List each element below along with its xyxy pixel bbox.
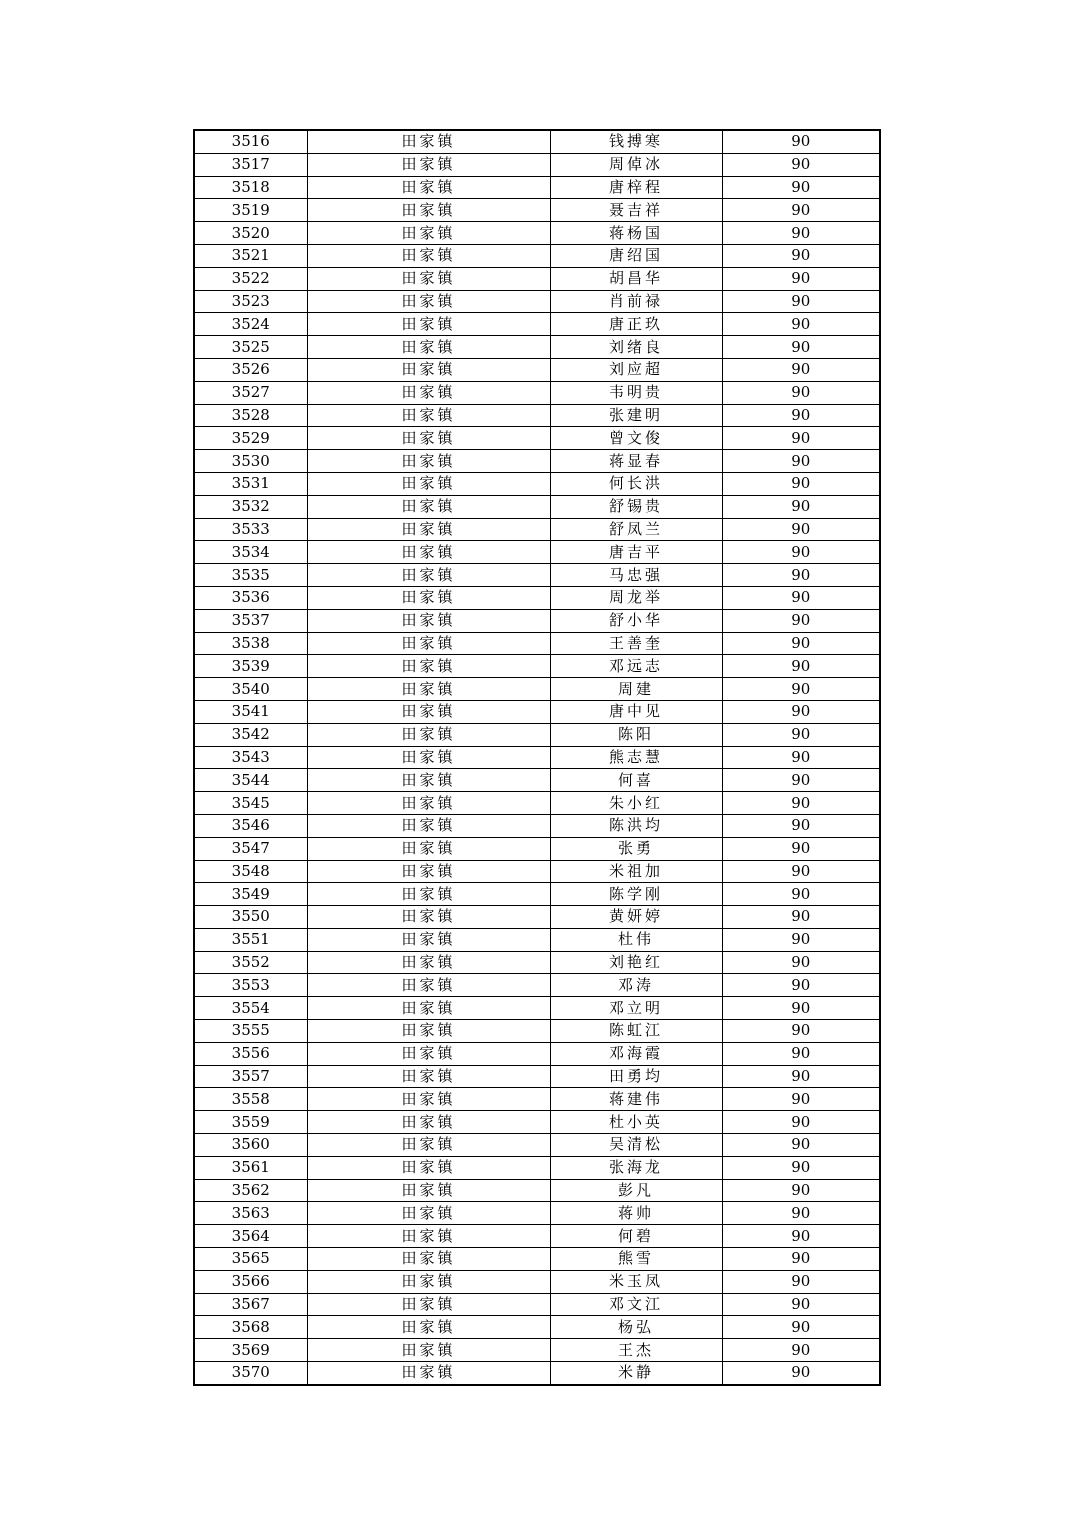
- table-row: [194, 244, 880, 267]
- town-cell: 田家镇: [307, 1134, 550, 1157]
- amount-cell: 90: [722, 199, 880, 222]
- town-cell: 田家镇: [307, 609, 550, 632]
- name-cell: 黄妍婷: [550, 906, 722, 929]
- serial-number-cell: 3525: [194, 336, 307, 359]
- table-row: [194, 450, 880, 473]
- serial-number-cell: 3547: [194, 837, 307, 860]
- town-cell: 田家镇: [307, 792, 550, 815]
- town-cell: 田家镇: [307, 176, 550, 199]
- table-row: [194, 541, 880, 564]
- amount-cell: 90: [722, 655, 880, 678]
- amount-cell: 90: [722, 1248, 880, 1271]
- serial-number-cell: 3539: [194, 655, 307, 678]
- amount-cell: 90: [722, 1316, 880, 1339]
- serial-number-cell: 3567: [194, 1293, 307, 1316]
- table-row: [194, 153, 880, 176]
- name-cell: 吴清松: [550, 1134, 722, 1157]
- town-cell: 田家镇: [307, 199, 550, 222]
- name-cell: 邓涛: [550, 974, 722, 997]
- amount-cell: 90: [722, 153, 880, 176]
- serial-number-cell: 3530: [194, 450, 307, 473]
- serial-number-cell: 3555: [194, 1020, 307, 1043]
- name-cell: 张勇: [550, 837, 722, 860]
- name-cell: 杜伟: [550, 928, 722, 951]
- serial-number-cell: 3545: [194, 792, 307, 815]
- name-cell: 熊志慧: [550, 746, 722, 769]
- town-cell: 田家镇: [307, 586, 550, 609]
- name-cell: 刘应超: [550, 358, 722, 381]
- name-cell: 周建: [550, 678, 722, 701]
- serial-number-cell: 3551: [194, 928, 307, 951]
- town-cell: 田家镇: [307, 1270, 550, 1293]
- town-cell: 田家镇: [307, 974, 550, 997]
- amount-cell: 90: [722, 1293, 880, 1316]
- table-row: [194, 792, 880, 815]
- name-cell: 钱搏寒: [550, 130, 722, 153]
- amount-cell: 90: [722, 1065, 880, 1088]
- table-row: [194, 655, 880, 678]
- serial-number-cell: 3553: [194, 974, 307, 997]
- town-cell: 田家镇: [307, 1156, 550, 1179]
- amount-cell: 90: [722, 176, 880, 199]
- amount-cell: 90: [722, 427, 880, 450]
- serial-number-cell: 3569: [194, 1339, 307, 1362]
- table-row: [194, 1316, 880, 1339]
- name-cell: 陈学刚: [550, 883, 722, 906]
- table-row: [194, 1179, 880, 1202]
- name-cell: 邓文江: [550, 1293, 722, 1316]
- name-cell: 米玉凤: [550, 1270, 722, 1293]
- name-cell: 唐梓程: [550, 176, 722, 199]
- table-row: [194, 267, 880, 290]
- amount-cell: 90: [722, 883, 880, 906]
- town-cell: 田家镇: [307, 336, 550, 359]
- name-cell: 曾文俊: [550, 427, 722, 450]
- amount-cell: 90: [722, 222, 880, 245]
- town-cell: 田家镇: [307, 153, 550, 176]
- town-cell: 田家镇: [307, 541, 550, 564]
- name-cell: 邓海霞: [550, 1042, 722, 1065]
- table-row: [194, 678, 880, 701]
- town-cell: 田家镇: [307, 244, 550, 267]
- serial-number-cell: 3570: [194, 1362, 307, 1385]
- town-cell: 田家镇: [307, 678, 550, 701]
- serial-number-cell: 3540: [194, 678, 307, 701]
- amount-cell: 90: [722, 1270, 880, 1293]
- serial-number-cell: 3543: [194, 746, 307, 769]
- serial-number-cell: 3521: [194, 244, 307, 267]
- town-cell: 田家镇: [307, 564, 550, 587]
- amount-cell: 90: [722, 450, 880, 473]
- name-cell: 刘艳红: [550, 951, 722, 974]
- amount-cell: 90: [722, 678, 880, 701]
- amount-cell: 90: [722, 746, 880, 769]
- town-cell: 田家镇: [307, 1339, 550, 1362]
- town-cell: 田家镇: [307, 404, 550, 427]
- name-cell: 舒小华: [550, 609, 722, 632]
- serial-number-cell: 3562: [194, 1179, 307, 1202]
- town-cell: 田家镇: [307, 769, 550, 792]
- town-cell: 田家镇: [307, 1088, 550, 1111]
- name-cell: 王杰: [550, 1339, 722, 1362]
- table-row: [194, 700, 880, 723]
- serial-number-cell: 3550: [194, 906, 307, 929]
- table-row: [194, 518, 880, 541]
- serial-number-cell: 3556: [194, 1042, 307, 1065]
- name-cell: 周龙举: [550, 586, 722, 609]
- table-row: [194, 883, 880, 906]
- amount-cell: 90: [722, 1134, 880, 1157]
- table-row: [194, 381, 880, 404]
- amount-cell: 90: [722, 244, 880, 267]
- town-cell: 田家镇: [307, 267, 550, 290]
- serial-number-cell: 3565: [194, 1248, 307, 1271]
- serial-number-cell: 3531: [194, 472, 307, 495]
- amount-cell: 90: [722, 974, 880, 997]
- town-cell: 田家镇: [307, 1020, 550, 1043]
- name-cell: 刘绪良: [550, 336, 722, 359]
- serial-number-cell: 3538: [194, 632, 307, 655]
- town-cell: 田家镇: [307, 130, 550, 153]
- amount-cell: 90: [722, 1339, 880, 1362]
- town-cell: 田家镇: [307, 1042, 550, 1065]
- name-cell: 肖前禄: [550, 290, 722, 313]
- table-row: [194, 1339, 880, 1362]
- table-row: [194, 1065, 880, 1088]
- serial-number-cell: 3526: [194, 358, 307, 381]
- table-row: [194, 586, 880, 609]
- town-cell: 田家镇: [307, 1111, 550, 1134]
- serial-number-cell: 3552: [194, 951, 307, 974]
- name-cell: 何长洪: [550, 472, 722, 495]
- table-row: [194, 837, 880, 860]
- name-cell: 唐绍国: [550, 244, 722, 267]
- table-row: [194, 997, 880, 1020]
- town-cell: 田家镇: [307, 1065, 550, 1088]
- table-row: [194, 860, 880, 883]
- town-cell: 田家镇: [307, 313, 550, 336]
- town-cell: 田家镇: [307, 814, 550, 837]
- table-row: [194, 746, 880, 769]
- serial-number-cell: 3516: [194, 130, 307, 153]
- serial-number-cell: 3533: [194, 518, 307, 541]
- serial-number-cell: 3529: [194, 427, 307, 450]
- amount-cell: 90: [722, 860, 880, 883]
- name-cell: 舒凤兰: [550, 518, 722, 541]
- table-row: [194, 1111, 880, 1134]
- name-cell: 韦明贵: [550, 381, 722, 404]
- table-row: [194, 814, 880, 837]
- town-cell: 田家镇: [307, 518, 550, 541]
- serial-number-cell: 3537: [194, 609, 307, 632]
- table-row: [194, 358, 880, 381]
- table-row: [194, 495, 880, 518]
- table-row: [194, 404, 880, 427]
- amount-cell: 90: [722, 700, 880, 723]
- town-cell: 田家镇: [307, 381, 550, 404]
- amount-cell: 90: [722, 951, 880, 974]
- amount-cell: 90: [722, 837, 880, 860]
- amount-cell: 90: [722, 1020, 880, 1043]
- serial-number-cell: 3520: [194, 222, 307, 245]
- serial-number-cell: 3558: [194, 1088, 307, 1111]
- amount-cell: 90: [722, 632, 880, 655]
- amount-cell: 90: [722, 906, 880, 929]
- name-cell: 马忠强: [550, 564, 722, 587]
- serial-number-cell: 3522: [194, 267, 307, 290]
- name-cell: 杨弘: [550, 1316, 722, 1339]
- name-cell: 杜小英: [550, 1111, 722, 1134]
- town-cell: 田家镇: [307, 450, 550, 473]
- table-row: [194, 632, 880, 655]
- name-cell: 邓远志: [550, 655, 722, 678]
- table-row: [194, 176, 880, 199]
- serial-number-cell: 3566: [194, 1270, 307, 1293]
- table-row: [194, 723, 880, 746]
- amount-cell: 90: [722, 1088, 880, 1111]
- amount-cell: 90: [722, 769, 880, 792]
- amount-cell: 90: [722, 564, 880, 587]
- name-cell: 蒋帅: [550, 1202, 722, 1225]
- table-row: [194, 1202, 880, 1225]
- name-cell: 蒋杨国: [550, 222, 722, 245]
- town-cell: 田家镇: [307, 928, 550, 951]
- serial-number-cell: 3518: [194, 176, 307, 199]
- table-row: [194, 1270, 880, 1293]
- town-cell: 田家镇: [307, 883, 550, 906]
- serial-number-cell: 3534: [194, 541, 307, 564]
- serial-number-cell: 3517: [194, 153, 307, 176]
- serial-number-cell: 3563: [194, 1202, 307, 1225]
- table-row: [194, 199, 880, 222]
- table-row: [194, 290, 880, 313]
- table-row: [194, 1293, 880, 1316]
- name-cell: 何碧: [550, 1225, 722, 1248]
- table-row: [194, 427, 880, 450]
- table-row: [194, 130, 880, 153]
- serial-number-cell: 3548: [194, 860, 307, 883]
- amount-cell: 90: [722, 518, 880, 541]
- amount-cell: 90: [722, 472, 880, 495]
- town-cell: 田家镇: [307, 700, 550, 723]
- amount-cell: 90: [722, 130, 880, 153]
- town-cell: 田家镇: [307, 427, 550, 450]
- table-row: [194, 313, 880, 336]
- table-row: [194, 1362, 880, 1385]
- serial-number-cell: 3536: [194, 586, 307, 609]
- serial-number-cell: 3519: [194, 199, 307, 222]
- table-row: [194, 974, 880, 997]
- amount-cell: 90: [722, 1202, 880, 1225]
- serial-number-cell: 3560: [194, 1134, 307, 1157]
- name-cell: 聂吉祥: [550, 199, 722, 222]
- name-cell: 熊雪: [550, 1248, 722, 1271]
- roster-table: [193, 129, 881, 1386]
- table-row: [194, 472, 880, 495]
- table-row: [194, 564, 880, 587]
- name-cell: 王善奎: [550, 632, 722, 655]
- town-cell: 田家镇: [307, 837, 550, 860]
- amount-cell: 90: [722, 1111, 880, 1134]
- table-row: [194, 609, 880, 632]
- name-cell: 张建明: [550, 404, 722, 427]
- serial-number-cell: 3559: [194, 1111, 307, 1134]
- town-cell: 田家镇: [307, 1362, 550, 1385]
- serial-number-cell: 3541: [194, 700, 307, 723]
- amount-cell: 90: [722, 997, 880, 1020]
- town-cell: 田家镇: [307, 222, 550, 245]
- serial-number-cell: 3535: [194, 564, 307, 587]
- name-cell: 邓立明: [550, 997, 722, 1020]
- town-cell: 田家镇: [307, 1202, 550, 1225]
- town-cell: 田家镇: [307, 1316, 550, 1339]
- roster-table-body: [194, 130, 880, 1385]
- name-cell: 唐中见: [550, 700, 722, 723]
- table-row: [194, 951, 880, 974]
- name-cell: 陈阳: [550, 723, 722, 746]
- town-cell: 田家镇: [307, 746, 550, 769]
- amount-cell: 90: [722, 313, 880, 336]
- town-cell: 田家镇: [307, 906, 550, 929]
- amount-cell: 90: [722, 1362, 880, 1385]
- amount-cell: 90: [722, 1179, 880, 1202]
- town-cell: 田家镇: [307, 655, 550, 678]
- name-cell: 米静: [550, 1362, 722, 1385]
- town-cell: 田家镇: [307, 860, 550, 883]
- amount-cell: 90: [722, 541, 880, 564]
- table-row: [194, 1088, 880, 1111]
- serial-number-cell: 3544: [194, 769, 307, 792]
- amount-cell: 90: [722, 404, 880, 427]
- table-row: [194, 769, 880, 792]
- name-cell: 何喜: [550, 769, 722, 792]
- serial-number-cell: 3557: [194, 1065, 307, 1088]
- name-cell: 唐吉平: [550, 541, 722, 564]
- table-row: [194, 1225, 880, 1248]
- town-cell: 田家镇: [307, 1248, 550, 1271]
- table-row: [194, 1156, 880, 1179]
- serial-number-cell: 3546: [194, 814, 307, 837]
- serial-number-cell: 3564: [194, 1225, 307, 1248]
- town-cell: 田家镇: [307, 495, 550, 518]
- amount-cell: 90: [722, 928, 880, 951]
- amount-cell: 90: [722, 1042, 880, 1065]
- name-cell: 唐正玖: [550, 313, 722, 336]
- name-cell: 周倬冰: [550, 153, 722, 176]
- table-row: [194, 1020, 880, 1043]
- name-cell: 田勇均: [550, 1065, 722, 1088]
- serial-number-cell: 3561: [194, 1156, 307, 1179]
- amount-cell: 90: [722, 267, 880, 290]
- amount-cell: 90: [722, 609, 880, 632]
- town-cell: 田家镇: [307, 1225, 550, 1248]
- serial-number-cell: 3568: [194, 1316, 307, 1339]
- name-cell: 彭凡: [550, 1179, 722, 1202]
- table-row: [194, 222, 880, 245]
- town-cell: 田家镇: [307, 472, 550, 495]
- table-row: [194, 928, 880, 951]
- name-cell: 蒋建伟: [550, 1088, 722, 1111]
- amount-cell: 90: [722, 1225, 880, 1248]
- table-row: [194, 1134, 880, 1157]
- table-row: [194, 1248, 880, 1271]
- serial-number-cell: 3532: [194, 495, 307, 518]
- name-cell: 米祖加: [550, 860, 722, 883]
- serial-number-cell: 3542: [194, 723, 307, 746]
- amount-cell: 90: [722, 495, 880, 518]
- town-cell: 田家镇: [307, 1293, 550, 1316]
- table-row: [194, 906, 880, 929]
- town-cell: 田家镇: [307, 632, 550, 655]
- name-cell: 胡昌华: [550, 267, 722, 290]
- amount-cell: 90: [722, 1156, 880, 1179]
- town-cell: 田家镇: [307, 1179, 550, 1202]
- amount-cell: 90: [722, 358, 880, 381]
- town-cell: 田家镇: [307, 951, 550, 974]
- name-cell: 陈洪均: [550, 814, 722, 837]
- name-cell: 陈虹江: [550, 1020, 722, 1043]
- name-cell: 朱小红: [550, 792, 722, 815]
- name-cell: 舒锡贵: [550, 495, 722, 518]
- name-cell: 张海龙: [550, 1156, 722, 1179]
- town-cell: 田家镇: [307, 290, 550, 313]
- name-cell: 蒋显春: [550, 450, 722, 473]
- table-row: [194, 336, 880, 359]
- table-row: [194, 1042, 880, 1065]
- town-cell: 田家镇: [307, 997, 550, 1020]
- serial-number-cell: 3549: [194, 883, 307, 906]
- serial-number-cell: 3528: [194, 404, 307, 427]
- serial-number-cell: 3527: [194, 381, 307, 404]
- serial-number-cell: 3523: [194, 290, 307, 313]
- town-cell: 田家镇: [307, 723, 550, 746]
- serial-number-cell: 3554: [194, 997, 307, 1020]
- amount-cell: 90: [722, 814, 880, 837]
- amount-cell: 90: [722, 381, 880, 404]
- serial-number-cell: 3524: [194, 313, 307, 336]
- amount-cell: 90: [722, 586, 880, 609]
- amount-cell: 90: [722, 290, 880, 313]
- amount-cell: 90: [722, 336, 880, 359]
- amount-cell: 90: [722, 723, 880, 746]
- town-cell: 田家镇: [307, 358, 550, 381]
- amount-cell: 90: [722, 792, 880, 815]
